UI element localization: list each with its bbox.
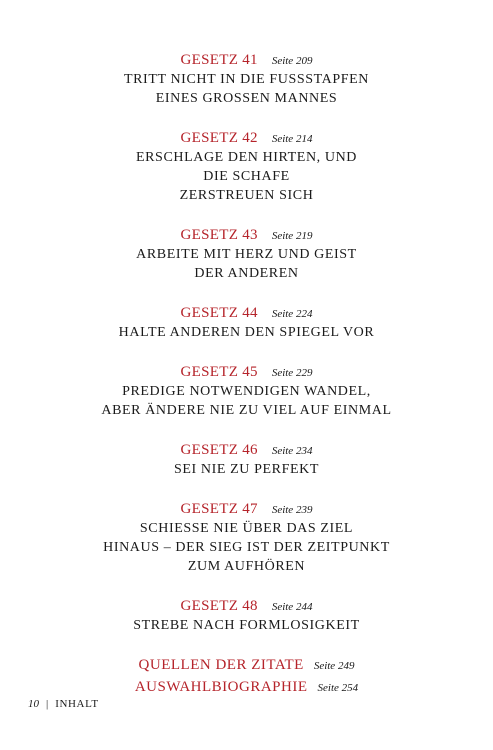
toc-entry-law-45[interactable] [0,361,493,420]
law-title-line: ZUM AUFHÖREN [187,559,306,574]
law-title-line: ERSCHLAGE DEN HIRTEN, UND [135,150,358,165]
law-title-line: DIE SCHAFE [203,169,290,184]
appendix-label: QUELLEN DER ZITATE [138,657,304,673]
law-title-line: ZERSTREUEN SICH [179,188,314,203]
law-number: GESETZ 48 [180,598,258,614]
toc-entry-heading [0,439,493,460]
footer-separator: | [46,698,49,710]
toc-entry-law-47[interactable] [0,498,493,576]
page-reference: Seite 219 [271,230,313,242]
toc-entry-heading [0,49,493,70]
running-header-section: INHALT [55,698,99,710]
page-reference: Seite 214 [271,133,313,145]
page-reference: Seite 249 [313,660,355,672]
toc-entry-law-43[interactable] [0,224,493,283]
law-title-line: STREBE NACH FORMLOSIGKEIT [133,618,360,633]
page-number: 10 [28,698,39,710]
toc-entry-heading [0,302,493,323]
law-number: GESETZ 43 [180,227,258,243]
page-reference: Seite 224 [271,308,313,320]
law-title-line: ARBEITE MIT HERZ UND GEIST [136,247,357,262]
law-title-line: HALTE ANDEREN DEN SPIEGEL VOR [118,325,375,340]
law-number: GESETZ 47 [180,501,258,517]
page-reference: Seite 244 [271,601,313,613]
law-number: GESETZ 45 [180,364,258,380]
toc-entry-heading [0,224,493,245]
law-number: GESETZ 42 [180,130,258,146]
table-of-contents [0,49,493,698]
toc-entry-heading [0,498,493,519]
law-title-line: EINES GROSSEN MANNES [155,91,338,106]
toc-entry-heading [0,361,493,382]
law-title-line: SCHIESSE NIE ÜBER DAS ZIEL [139,521,354,536]
toc-entry-heading [0,595,493,616]
page-footer [28,697,99,711]
appendix-list [0,654,493,698]
toc-entry-law-48[interactable] [0,595,493,635]
law-number: GESETZ 46 [180,442,258,458]
law-number: GESETZ 44 [180,305,258,321]
page-reference: Seite 209 [271,55,313,67]
toc-entry-law-44[interactable] [0,302,493,342]
law-title-line: TRITT NICHT IN DIE FUSSSTAPFEN [123,72,370,87]
toc-entry-law-46[interactable] [0,439,493,479]
law-title-line: ABER ÄNDERE NIE ZU VIEL AUF EINMAL [101,403,392,418]
toc-entry-sources[interactable] [0,654,493,676]
law-title-line: PREDIGE NOTWENDIGEN WANDEL, [122,384,371,399]
page-reference: Seite 254 [317,682,359,694]
law-number: GESETZ 41 [180,52,258,68]
toc-entry-heading [0,127,493,148]
law-title-line: HINAUS – DER SIEG IST DER ZEITPUNKT [103,540,390,555]
law-title-line: DER ANDEREN [194,266,299,281]
toc-entry-law-42[interactable] [0,127,493,205]
toc-entry-law-41[interactable] [0,49,493,108]
page-reference: Seite 234 [271,445,313,457]
page-reference: Seite 239 [271,504,313,516]
toc-entry-bibliography[interactable] [0,676,493,698]
page-reference: Seite 229 [271,367,313,379]
law-title-line: SEI NIE ZU PERFEKT [174,462,319,477]
appendix-label: AUSWAHLBIOGRAPHIE [134,679,308,695]
